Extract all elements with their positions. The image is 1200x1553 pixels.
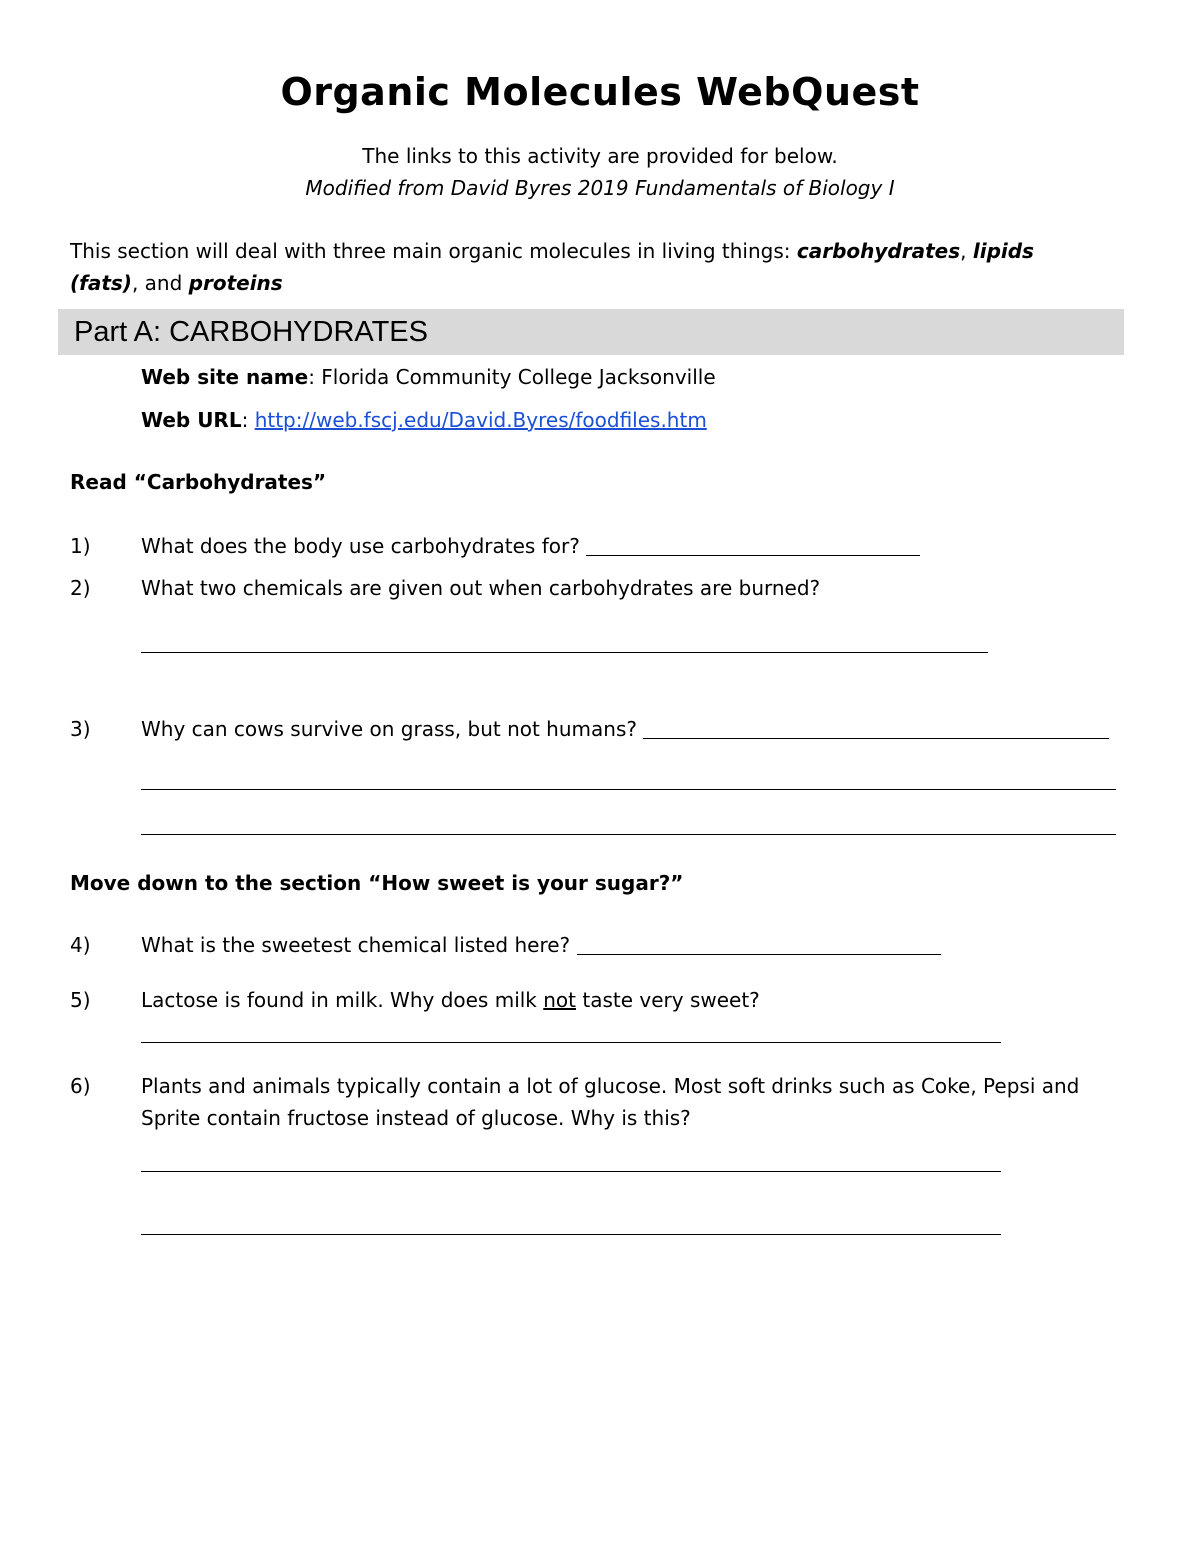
term-lipids: lipids (972, 239, 1034, 263)
answer-line[interactable] (586, 535, 920, 556)
subtitle-credit: Modified from David Byres 2019 Fundamentals of Biology I (305, 176, 895, 200)
answer-line[interactable] (141, 1042, 1001, 1043)
intro-and: , and (131, 271, 189, 295)
question-number: 1) (70, 534, 91, 558)
answer-line[interactable] (141, 652, 988, 653)
answer-line[interactable] (141, 834, 1116, 835)
answer-line[interactable] (141, 1234, 1001, 1235)
subtitle-links: The links to this activity are provided for below. (362, 144, 838, 168)
website-name-line (141, 365, 716, 389)
intro-line1 (70, 239, 1034, 263)
section-heading: Part A: CARBOHYDRATES (74, 316, 428, 348)
term-carbohydrates: carbohydrates (796, 239, 961, 263)
answer-line[interactable] (141, 789, 1116, 790)
question-text: What is the sweetest chemical listed here? (141, 933, 577, 957)
question-6-line2: Sprite contain fructose instead of glucose. Why is this? (141, 1106, 691, 1130)
question-6-line1: Plants and animals typically contain a lot of glucose. Most soft drinks such as Coke, Pepsi and (141, 1074, 1080, 1098)
read-instruction: Read “Carbohydrates” (70, 470, 327, 494)
question-number: 3) (70, 717, 91, 741)
question-text: Why can cows survive on grass, but not humans? (141, 717, 644, 741)
intro-text: This section will deal with three main organic molecules in living things: (70, 239, 797, 263)
page-title: Organic Molecules WebQuest (280, 70, 920, 114)
question-2: What two chemicals are given out when carbohydrates are burned? (141, 576, 821, 600)
question-1 (141, 534, 920, 558)
question-number: 4) (70, 933, 91, 957)
question-number: 2) (70, 576, 91, 600)
term-fats: (fats) (70, 271, 132, 295)
web-url-link[interactable]: http://web.fscj.edu/David.Byres/foodfiles.htm (254, 408, 707, 432)
answer-line[interactable] (577, 934, 941, 955)
intro-comma: , (960, 239, 973, 263)
url-label: Web URL (141, 408, 242, 432)
question-3 (141, 717, 1109, 741)
answer-line[interactable] (643, 718, 1109, 739)
question-text: Lactose is found in milk. Why does milk (141, 988, 544, 1012)
web-url-line (141, 408, 707, 432)
url-colon: : (241, 408, 255, 432)
website-value: : Florida Community College Jacksonville (308, 365, 716, 389)
term-proteins: proteins (188, 271, 283, 295)
intro-line2 (70, 271, 283, 295)
move-instruction: Move down to the section “How sweet is your sugar?” (70, 871, 684, 895)
question-text: What does the body use carbohydrates for? (141, 534, 587, 558)
website-label: Web site name (141, 365, 309, 389)
question-5 (141, 988, 760, 1012)
question-number: 5) (70, 988, 91, 1012)
question-number: 6) (70, 1074, 91, 1098)
question-4 (141, 933, 941, 957)
section-heading-band (58, 309, 1124, 355)
question-text: taste very sweet? (576, 988, 760, 1012)
answer-line[interactable] (141, 1171, 1001, 1172)
emphasis-not: not (543, 988, 577, 1012)
